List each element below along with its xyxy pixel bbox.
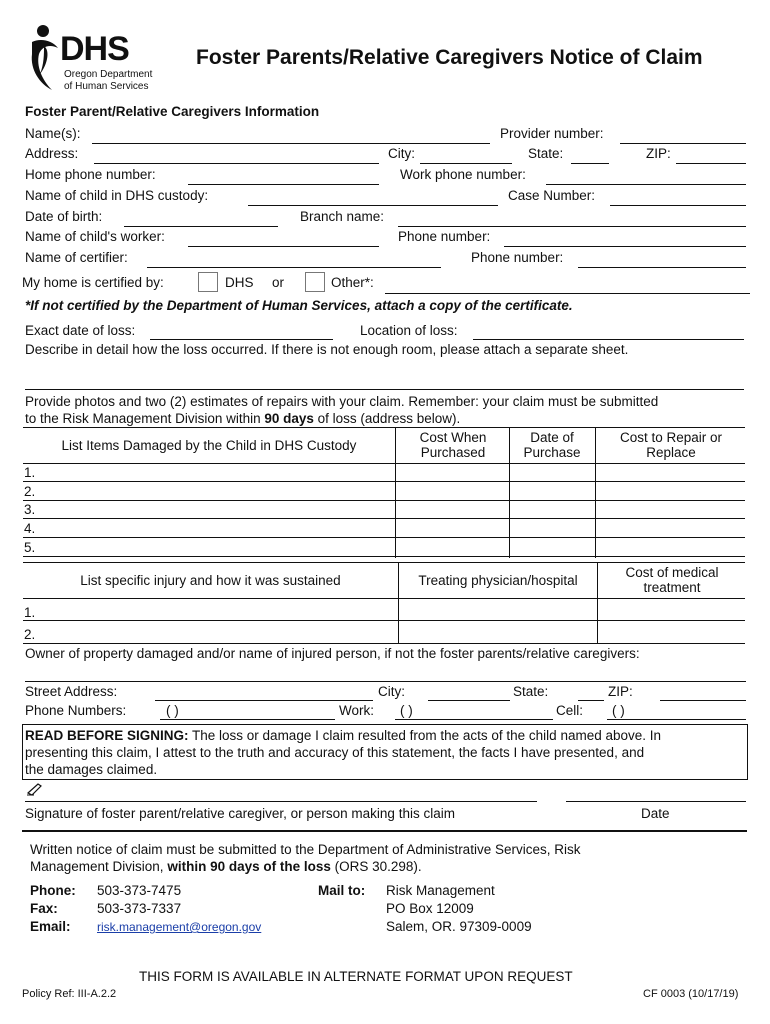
items-header-cost-repair: Cost to Repair or Replace bbox=[619, 430, 723, 460]
photos-text-1: Provide photos and two (2) estimates of repairs with your claim. Remember: your claim must be submitted bbox=[25, 394, 659, 409]
owner-city-label: City: bbox=[378, 684, 405, 699]
read-before-line-1: READ BEFORE SIGNING: The loss or damage I claim resulted from the acts of the child named above. In bbox=[25, 728, 662, 743]
provider-field[interactable] bbox=[620, 143, 746, 144]
owner-street-field[interactable] bbox=[155, 700, 373, 701]
items-row-1[interactable]: 1. bbox=[24, 465, 36, 480]
owner-cell-label: Cell: bbox=[556, 703, 584, 718]
mail-to-label: Mail to: bbox=[318, 883, 366, 898]
address-label: Address: bbox=[25, 146, 79, 161]
branch-label: Branch name: bbox=[300, 209, 385, 224]
dhs-option-label: DHS bbox=[225, 275, 254, 290]
owner-zip-label: ZIP: bbox=[608, 684, 633, 699]
items-header-date-purchase: Date of Purchase bbox=[523, 430, 581, 460]
dhs-checkbox[interactable] bbox=[198, 272, 218, 292]
logo-dhs-text: DHS bbox=[60, 30, 129, 68]
owner-zip-field[interactable] bbox=[660, 700, 746, 701]
city-field[interactable] bbox=[420, 163, 512, 164]
section-heading: Foster Parent/Relative Caregivers Information bbox=[25, 104, 320, 119]
names-label: Name(s): bbox=[25, 126, 81, 141]
owner-work-label: Work: bbox=[339, 703, 375, 718]
child-name-field[interactable] bbox=[248, 205, 498, 206]
owner-phone-paren: ( ) bbox=[166, 703, 179, 718]
address-field[interactable] bbox=[94, 163, 379, 164]
worker-label: Name of child's worker: bbox=[25, 229, 165, 244]
items-header-cost-purchased: Cost When Purchased bbox=[419, 430, 487, 460]
loss-date-label: Exact date of loss: bbox=[25, 323, 136, 338]
child-name-label: Name of child in DHS custody: bbox=[25, 188, 209, 203]
loss-date-field[interactable] bbox=[150, 339, 333, 340]
branch-field[interactable] bbox=[398, 226, 746, 227]
certificate-note: *If not certified by the Department of Human Services, attach a copy of the certificate. bbox=[25, 298, 573, 313]
owner-work-field[interactable] bbox=[395, 719, 553, 720]
other-checkbox[interactable] bbox=[305, 272, 325, 292]
items-row-2[interactable]: 2. bbox=[24, 484, 36, 499]
date-field[interactable] bbox=[566, 801, 746, 802]
email-link[interactable]: risk.management@oregon.gov bbox=[97, 920, 262, 934]
injury-row-1[interactable]: 1. bbox=[24, 605, 36, 620]
fax-label: Fax: bbox=[30, 901, 58, 916]
policy-ref: Policy Ref: III-A.2.2 bbox=[22, 988, 117, 1000]
items-row-5[interactable]: 5. bbox=[24, 540, 36, 555]
injury-header-description: List specific injury and how it was sustained bbox=[80, 573, 341, 588]
photos-text-2: to the Risk Management Division within 90 days of loss (address below). bbox=[25, 411, 461, 426]
read-before-line-3: the damages claimed. bbox=[25, 762, 158, 777]
owner-state-field[interactable] bbox=[578, 700, 604, 701]
loss-describe-text: Describe in detail how the loss occurred. If there is not enough room, please attach a separate sheet. bbox=[25, 342, 629, 357]
section-divider bbox=[22, 830, 747, 832]
phone-label: Phone: bbox=[30, 883, 76, 898]
zip-field[interactable] bbox=[676, 163, 746, 164]
other-field[interactable] bbox=[385, 293, 750, 294]
home-phone-field[interactable] bbox=[188, 184, 379, 185]
state-label: State: bbox=[528, 146, 564, 161]
date-label: Date bbox=[641, 806, 670, 821]
items-row-3[interactable]: 3. bbox=[24, 502, 36, 517]
items-row-4[interactable]: 4. bbox=[24, 521, 36, 536]
injury-row-2[interactable]: 2. bbox=[24, 627, 36, 642]
phone1-field[interactable] bbox=[504, 246, 746, 247]
owner-cell-paren: ( ) bbox=[612, 703, 625, 718]
work-phone-label: Work phone number: bbox=[400, 167, 526, 182]
certifier-field[interactable] bbox=[147, 267, 441, 268]
state-field[interactable] bbox=[571, 163, 609, 164]
read-before-line-2: presenting this claim, I attest to the truth and accuracy of this statement, the facts I have presented, and bbox=[25, 745, 645, 760]
fax-value: 503-373-7337 bbox=[97, 901, 182, 916]
logo-line2: of Human Services bbox=[64, 81, 149, 92]
phone-value: 503-373-7475 bbox=[97, 883, 182, 898]
email-label: Email: bbox=[30, 919, 71, 934]
owner-phone-field[interactable] bbox=[160, 719, 335, 720]
or-text: or bbox=[272, 275, 285, 290]
work-phone-field[interactable] bbox=[546, 184, 746, 185]
notice-line-1: Written notice of claim must be submitted to the Department of Administrative Services, Risk bbox=[30, 842, 581, 857]
form-title: Foster Parents/Relative Caregivers Notice of Claim bbox=[196, 46, 703, 69]
loss-location-field[interactable] bbox=[473, 339, 744, 340]
injury-header-cost: Cost of medical treatment bbox=[625, 565, 719, 595]
owner-street-label: Street Address: bbox=[25, 684, 118, 699]
loss-description-field[interactable] bbox=[25, 389, 744, 390]
certified-label: My home is certified by: bbox=[22, 275, 164, 290]
case-number-label: Case Number: bbox=[508, 188, 596, 203]
loss-location-label: Location of loss: bbox=[360, 323, 458, 338]
mail-line-1: Risk Management bbox=[386, 883, 495, 898]
certifier-label: Name of certifier: bbox=[25, 250, 128, 265]
zip-label: ZIP: bbox=[646, 146, 671, 161]
mail-line-2: PO Box 12009 bbox=[386, 901, 474, 916]
alternate-format-notice: THIS FORM IS AVAILABLE IN ALTERNATE FORMAT UPON REQUEST bbox=[139, 969, 573, 984]
other-option-label: Other*: bbox=[331, 275, 374, 290]
form-number: CF 0003 (10/17/19) bbox=[643, 988, 739, 1000]
names-field[interactable] bbox=[92, 143, 490, 144]
mail-line-3: Salem, OR. 97309-0009 bbox=[386, 919, 532, 934]
case-number-field[interactable] bbox=[610, 205, 746, 206]
signature-label: Signature of foster parent/relative caregiver, or person making this claim bbox=[25, 806, 455, 821]
items-header-description: List Items Damaged by the Child in DHS Custody bbox=[61, 438, 357, 453]
phone2-field[interactable] bbox=[578, 267, 746, 268]
worker-field[interactable] bbox=[188, 246, 379, 247]
notice-line-2: Management Division, within 90 days of the loss (ORS 30.298). bbox=[30, 859, 422, 874]
owner-field[interactable] bbox=[25, 681, 746, 682]
phone1-label: Phone number: bbox=[398, 229, 491, 244]
logo-line1: Oregon Department bbox=[64, 69, 153, 80]
injury-header-physician: Treating physician/hospital bbox=[418, 573, 578, 588]
owner-work-paren: ( ) bbox=[400, 703, 413, 718]
home-phone-label: Home phone number: bbox=[25, 167, 156, 182]
provider-label: Provider number: bbox=[500, 126, 604, 141]
owner-state-label: State: bbox=[513, 684, 549, 699]
owner-phones-label: Phone Numbers: bbox=[25, 703, 127, 718]
signature-pen-icon bbox=[26, 782, 44, 796]
dob-field[interactable] bbox=[124, 226, 278, 227]
phone2-label: Phone number: bbox=[471, 250, 564, 265]
owner-label: Owner of property damaged and/or name of injured person, if not the foster parents/relative caregivers: bbox=[25, 646, 640, 661]
owner-cell-field[interactable] bbox=[607, 719, 746, 720]
signature-field[interactable] bbox=[25, 801, 537, 802]
dob-label: Date of birth: bbox=[25, 209, 103, 224]
city-label: City: bbox=[388, 146, 415, 161]
owner-city-field[interactable] bbox=[428, 700, 510, 701]
